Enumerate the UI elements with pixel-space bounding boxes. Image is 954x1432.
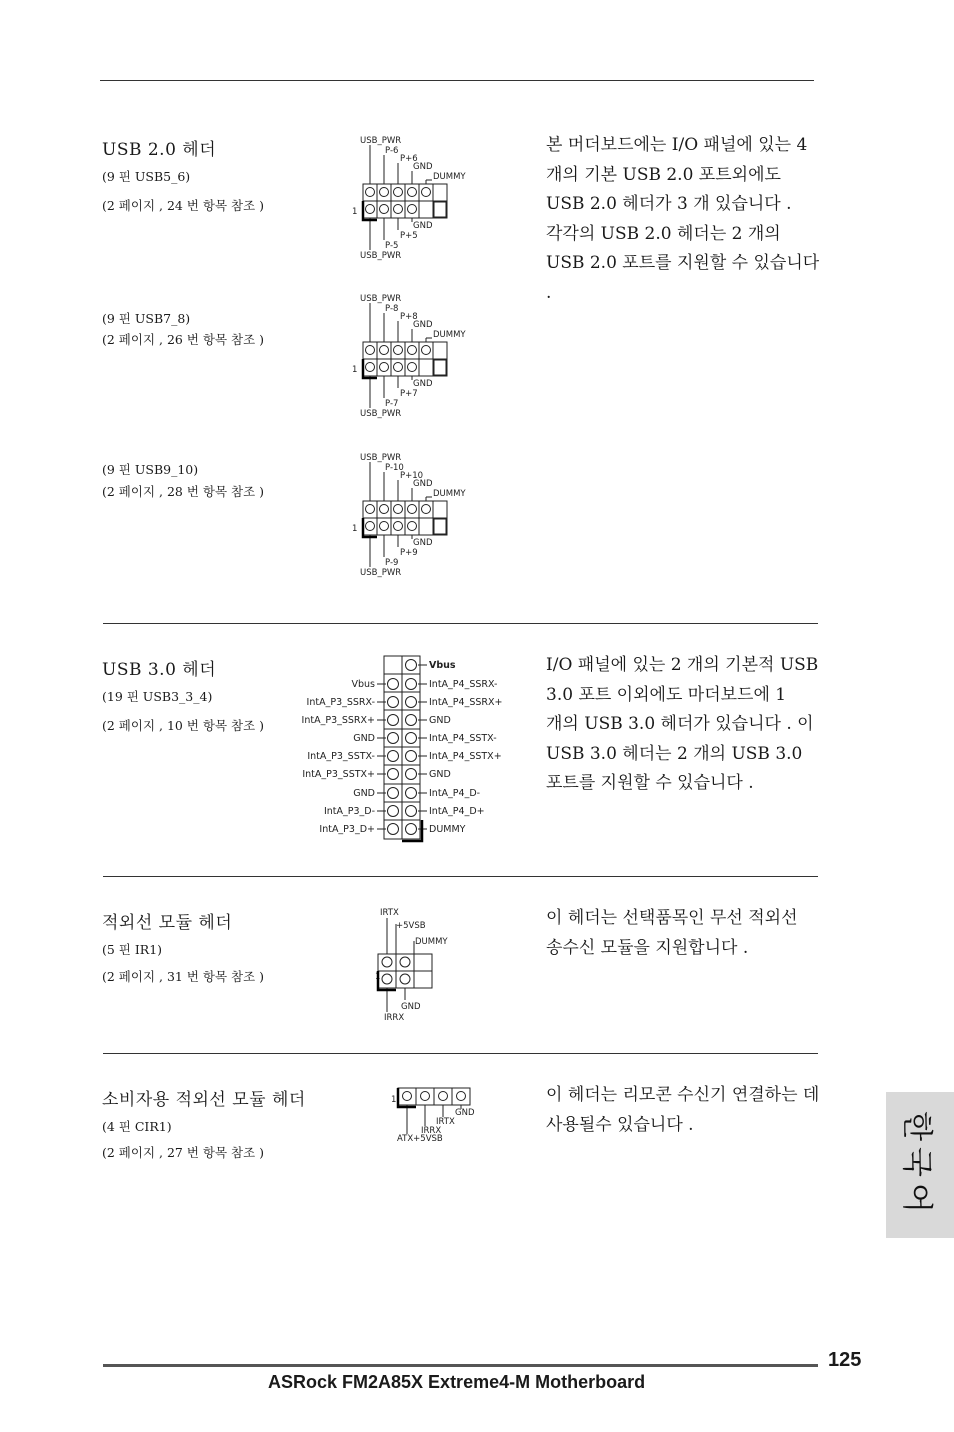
usb3-right-label-7: GND: [429, 769, 451, 780]
cir-irrx-label: IRRX: [421, 1126, 442, 1136]
cir-header-diagram: [388, 1084, 488, 1146]
cir-pin1-label: 1: [391, 1095, 397, 1105]
usb2-h1-pins: (9 핀 USB5_6): [102, 169, 191, 184]
usb3-left-label-2: IntA_P3_SSRX-: [306, 697, 375, 708]
ir-ref: (2 페이지 , 31 번 항목 참조 ): [102, 969, 264, 984]
usb2-d2-top-p-label: P-8: [385, 304, 399, 314]
ir-vsb-label: +5VSB: [396, 921, 426, 931]
usb3-left-label-9: IntA_P3_D+: [319, 824, 375, 835]
footer-title: ASRock FM2A85X Extreme4-M Motherboard: [268, 1372, 646, 1392]
usb2-d2-pin1-label: 1: [352, 365, 358, 375]
usb2-d1-bot-pp-label: P+5: [400, 231, 418, 241]
usb3-right-label-5: IntA_P4_SSTX-: [429, 733, 497, 744]
top-divider: [100, 80, 814, 81]
usb2-d2-top-pwr-label: USB_PWR: [360, 294, 402, 304]
usb2-d1-top-pwr-label: USB_PWR: [360, 136, 402, 146]
usb2-d3-pin1-label: 1: [352, 524, 358, 534]
usb3-right-label-2: IntA_P4_SSRX-: [429, 679, 498, 690]
footer-rule: [103, 1364, 818, 1367]
cir-atx-label: ATX+5VSB: [397, 1134, 443, 1144]
usb3-left-label-4: GND: [353, 733, 375, 744]
usb2-h1-ref: (2 페이지 , 24 번 항목 참조 ): [102, 198, 264, 213]
ir-header-diagram: [370, 904, 470, 1028]
usb3-left-label-5: IntA_P3_SSTX-: [307, 751, 375, 762]
usb3-ref: (2 페이지 , 10 번 항목 참조 ): [102, 718, 264, 733]
ir-divider: [103, 876, 818, 877]
usb2-d1-dummy-label: DUMMY: [433, 172, 466, 182]
ir-pins: (5 핀 IR1): [102, 942, 163, 957]
ir-description: 이 헤더는 선택품목인 무선 적외선 송수신 모듈을 지원합니다 .: [546, 908, 798, 958]
usb2-header3-diagram: [350, 451, 490, 581]
usb3-left-label-1: Vbus: [351, 679, 375, 690]
usb3-right-label-3: IntA_P4_SSRX+: [429, 697, 503, 708]
ir-irtx-label: IRTX: [380, 908, 399, 918]
usb2-header1-diagram: [350, 134, 490, 264]
usb3-right-label-1: Vbus: [429, 660, 456, 671]
usb2-d2-bot-p-label: P-7: [385, 399, 399, 409]
usb3-right-label-6: IntA_P4_SSTX+: [429, 751, 502, 762]
usb3-description: I/O 패널에 있는 2 개의 기본적 USB 3.0 포트 이외에도 마더보드에 1 개의 USB 3.0 헤더가 있습니다 . 이 USB 3.0 헤더는 2 개의 USB 3.0 포트를 지원할 수 있습니다 .: [546, 655, 819, 793]
ir-gnd-label: GND: [401, 1002, 421, 1012]
usb3-right-label-8: IntA_P4_D-: [429, 788, 481, 799]
usb2-title: USB 2.0 헤더: [102, 140, 217, 160]
cir-title: 소비자용 적외선 모듈 헤더: [102, 1090, 306, 1110]
usb2-d1-bot-p-label: P-5: [385, 241, 399, 251]
usb3-right-label-9: IntA_P4_D+: [429, 806, 485, 817]
cir-divider: [103, 1053, 818, 1054]
usb3-left-label-6: IntA_P3_SSTX+: [302, 769, 375, 780]
usb2-h3-pins: (9 핀 USB9_10): [102, 462, 199, 477]
usb2-d2-bot-pp-label: P+7: [400, 389, 418, 399]
usb2-d3-bot-gnd-label: GND: [413, 538, 433, 548]
usb2-d1-top-gnd-label: GND: [413, 162, 433, 172]
usb2-d1-bot-pwr-label: USB_PWR: [360, 251, 402, 261]
usb2-d2-bot-pwr-label: USB_PWR: [360, 409, 402, 419]
usb2-d3-top-pp-label: P+10: [400, 471, 424, 481]
usb2-description: 본 머더보드에는 I/O 패널에 있는 4 개의 기본 USB 2.0 포트외에도 USB 2.0 헤더가 3 개 있습니다 . 각각의 USB 2.0 헤더는 2 개의 USB 2.0 포트를 지원할 수 있습니다 .: [546, 135, 820, 303]
usb3-left-label-7: GND: [353, 788, 375, 799]
cir-ref: (2 페이지 , 27 번 항목 참조 ): [102, 1145, 264, 1160]
cir-gnd-label: GND: [455, 1108, 475, 1118]
usb2-d3-top-gnd-label: GND: [413, 479, 433, 489]
cir-pins: (4 핀 CIR1): [102, 1119, 172, 1134]
usb2-h3-ref: (2 페이지 , 28 번 항목 참조 ): [102, 484, 264, 499]
usb2-header2-diagram: [350, 292, 490, 422]
ir-dummy-label: DUMMY: [415, 937, 448, 947]
usb3-pins: (19 핀 USB3_3_4): [102, 689, 213, 704]
usb2-d2-bot-gnd-label: GND: [413, 379, 433, 389]
usb2-d1-top-pp-label: P+6: [400, 154, 418, 164]
usb2-d3-bot-p-label: P-9: [385, 558, 399, 568]
usb2-d3-top-pwr-label: USB_PWR: [360, 453, 402, 463]
language-side-tab-label: 한국어: [898, 1111, 935, 1219]
ir-pin1-label: 1: [375, 972, 381, 982]
usb2-d2-top-gnd-label: GND: [413, 320, 433, 330]
language-side-tab: [886, 1092, 954, 1238]
usb3-header-diagram: [280, 654, 540, 844]
usb3-left-label-3: IntA_P3_SSRX+: [301, 715, 375, 726]
usb3-divider: [103, 623, 818, 624]
usb2-d2-top-pp-label: P+8: [400, 312, 418, 322]
ir-irrx-label: IRRX: [384, 1013, 405, 1023]
usb2-h2-ref: (2 페이지 , 26 번 항목 참조 ): [102, 332, 264, 347]
cir-irtx-label: IRTX: [436, 1117, 455, 1127]
usb2-d1-top-p-label: P-6: [385, 146, 399, 156]
usb2-d2-dummy-label: DUMMY: [433, 330, 466, 340]
usb2-h2-pins: (9 핀 USB7_8): [102, 311, 191, 326]
page-number: 125: [828, 1349, 862, 1371]
usb2-d3-top-p-label: P-10: [385, 463, 404, 473]
cir-description: 이 헤더는 리모콘 수신기 연결하는 데 사용될수 있습니다 .: [546, 1085, 820, 1135]
usb3-title: USB 3.0 헤더: [102, 660, 217, 680]
usb2-d1-bot-gnd-label: GND: [413, 221, 433, 231]
usb2-d3-dummy-label: DUMMY: [433, 489, 466, 499]
usb3-right-label-4: GND: [429, 715, 451, 726]
usb2-d1-pin1-label: 1: [352, 207, 358, 217]
usb2-d3-bot-pwr-label: USB_PWR: [360, 568, 402, 578]
ir-title: 적외선 모듈 헤더: [102, 913, 233, 933]
usb3-right-label-10: DUMMY: [429, 824, 466, 835]
usb2-d3-bot-pp-label: P+9: [400, 548, 418, 558]
usb3-left-label-8: IntA_P3_D-: [323, 806, 375, 817]
